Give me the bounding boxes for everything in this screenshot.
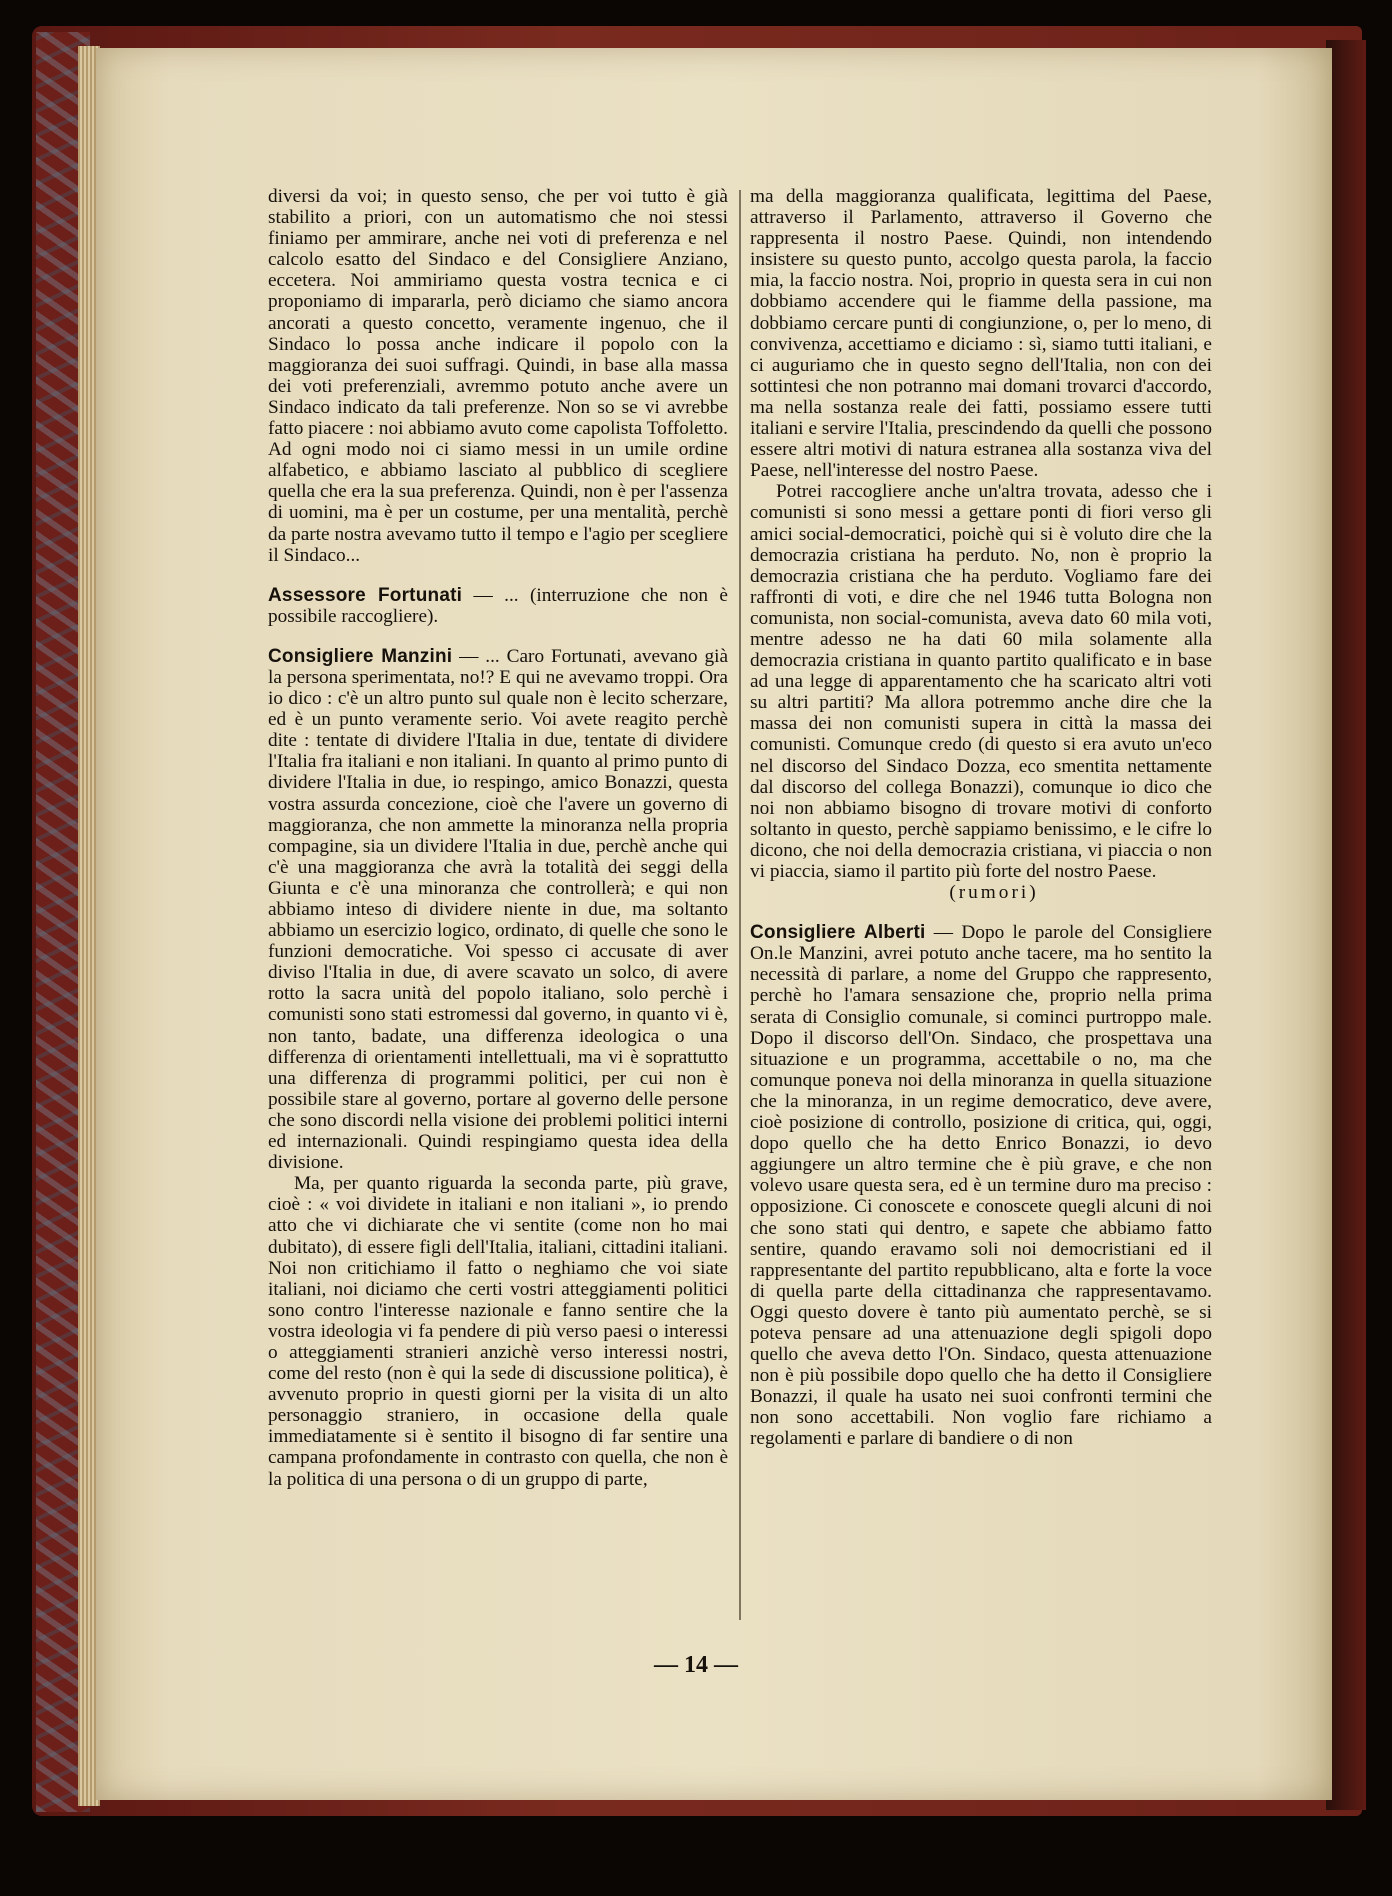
speech-text: — Dopo le parole del Consigliere On.le Manzini, avrei potuto anche tacere, ma ho sentito la necessità di parlare, a nome del Gruppo che rappresento, perchè ho l'amara sensazione che, proprio nella prima serata di Consiglio comunale, si cominci purtroppo male. Dopo il discorso dell'On. Sindaco, che prospettava una situazione e un programma, accettabile o no, ma che comunque poneva noi della minoranza in quella situazione che la minoranza, in un regime democratico, deve avere, cioè posizione di controllo, posizione di critica, qui, oggi, dopo quello che ha detto Enrico Bonazzi, io devo aggiungere un altro termine che è più grave, e che non volevo usare questa sera, ed è un termine duro ma preciso : opposizione. Ci conoscete e conoscete quegli alcuni di noi che sono stati qui dentro, e sapete che abbiamo fatto sentire, quando eravamo soli noi democristiani ed il rappresentante del partito repubblicano, alta e forte la voce di quella parte della cittadinanza che rappresentavamo. Oggi questo dovere è tanto più aumentato perchè, se si poteva pensare ad una attenuazione degli spigoli dopo quello che aveva detto l'On. Sindaco, questa attenuazione non è più possibile dopo quello che ha detto il Consigliere Bonazzi, il quale ha usato nei suoi confronti termini che non sono accettabili. Non voglio fare richiamo a regolamenti e parlare di bandiere o di non bbox=[750, 922, 1212, 1450]
speech-paragraph bbox=[750, 922, 1212, 1449]
speech-text: — ... Caro Fortunati, avevano già la persona sperimentata, no!? E qui ne avevamo troppi. Ora io dico : c'è un altro punto sul quale non è lecito scherzare, ed è un punto veramente serio. Voi avete reagito perchè dite : tentate di dividere l'Italia in due, tentate di dividere l'Italia fra italiani e non italiani. In quanto al primo punto di dividere l'Italia in due, io respingo, amico Bonazzi, questa vostra assurda concezione, cioè che l'avere un governo di maggioranza, che non ammette la minoranza nella propria compagine, sia un dividere l'Italia in due, perchè anche qui c'è una maggioranza che avrà la totalità dei seggi della Giunta e c'è una minoranza che controllerà; e qui non abbiamo inteso di dividere niente in due, ma soltanto abbiamo un esercizio logico, ordinato, di quelle che sono le funzioni democratiche. Voi spesso ci accusate di aver diviso l'Italia in due, di avere scavato un solco, di avere rotto la sacra unità del popolo italiano, solo perchè i comunisti sono stati estromessi dal governo, in quanto vi è, non tanto, badate, una differenza ideologica o una differenza di orientamenti intellettuali, ma vi è soprattutto una differenza di programmi politici, per cui non è possibile stare al governo, portare al governo delle persone che sono discordi nella visione dei problemi politici interni ed internazionali. Quindi respingiamo questa idea della divisione. bbox=[268, 645, 728, 1174]
paragraph: ma della maggioranza qualificata, legittima del Paese, attraverso il Parlamento, attraverso il Governo che rappresenta il nostro Paese. Quindi, non intendendo insistere su questo punto, accolgo questa parola, la faccio mia, la faccio nostra. Noi, proprio in questa sera in cui non dobbiamo accendere qui le fiamme della passione, ma dobbiamo cercare punti di congiunzione, o, per lo meno, di convivenza, accettiamo e diciamo : sì, siamo tutti italiani, e ci auguriamo che in questo segno dell'Italia, non con dei sottintesi che non potranno mai domani trovarci d'accordo, ma nella sostanza reale dei fatti, possiamo essere tutti italiani e servire l'Italia, prescindendo da quelli che possono essere altri motivi di natura estranea alla sostanza viva del Paese, nell'interesse del nostro Paese. bbox=[750, 186, 1212, 482]
cover-right-edge bbox=[1326, 40, 1366, 1810]
speaker-name: Consigliere Alberti bbox=[750, 922, 926, 944]
speaker-name: Consigliere Manzini bbox=[268, 645, 453, 667]
left-text-column bbox=[268, 186, 728, 1490]
speech-paragraph bbox=[268, 646, 728, 1173]
paragraph: Ma, per quanto riguarda la seconda parte, più grave, cioè : « voi dividete in italiani e non italiani », io prendo atto che vi dichiarate che vi sentite (come non ho mai dubitato), di essere figli dell'Italia, italiani, cittadini italiani. Noi non critichiamo il fatto o neghiamo che voi siate italiani, noi diciamo che certi vostri atteggiamenti politici sono contro l'interesse nazionale e fanno sentire che la vostra ideologia vi fa pendere di più verso paesi o interessi o atteggiamenti stranieri anzichè verso interessi nostri, come del resto (non è qui la sede di discussione politica), è avvenuto proprio in questi giorni per la visita di un alto personaggio straniero, in occasione della quale immediatamente si è sentito il bisogno di far sentire una campana profondamente in contrasto con quella, che non è la politica di una persona o di un gruppo di parte, bbox=[268, 1173, 728, 1490]
stage-direction: (rumori) bbox=[949, 882, 1039, 904]
paragraph: diversi da voi; in questo senso, che per voi tutto è già stabilito a priori, con un automatismo che noi stessi finiamo per ammirare, anche nei voti di preferenza e nel calcolo esatto del Sindaco e del Consigliere Anziano, eccetera. Noi ammiriamo questa vostra tecnica e ci proponiamo di impararla, però diciamo che siamo ancora ancorati a questo concetto, veramente ingenuo, che il Sindaco lo possa anche indicare il popolo con la maggioranza dei suoi suffragi. Quindi, in base alla massa dei voti preferenziali, avremmo potuto anche avere un Sindaco indicato da tali preferenze. Non so se vi avrebbe fatto piacere : noi abbiamo avuto come capolista Toffoletto. Ad ogni modo noi ci siamo messi in un umile ordine alfabetico, e abbiamo lasciato al pubblico di scegliere quella che era la sua preferenza. Quindi, non è per l'assenza di uomini, ma è per un costume, per una mentalità, perchè da parte nostra avevamo tutto il tempo e l'agio per scegliere il Sindaco... bbox=[268, 186, 728, 566]
right-text-column bbox=[750, 186, 1212, 1450]
column-divider bbox=[739, 190, 741, 1620]
speaker-name: Assessore Fortunati bbox=[268, 584, 463, 606]
paragraph: Potrei raccogliere anche un'altra trovata, adesso che i comunisti si sono messi a gettare ponti di fiori verso gli amici social-democratici, poichè qui si è voluto dire che la democrazia cristiana ha perduto. No, non è proprio la democrazia cristiana che ha perduto. Vogliamo fare dei raffronti di voti, e dire che nel 1946 tutta Bologna non comunista, non social-comunista, aveva dato 60 mila voti, mentre adesso ne ha dati 60 mila solamente alla democrazia cristiana in quanto partito qualificato e in base ad una legge di apparentamento che ha scaricato altri voti su altri partiti? Ma allora potremmo anche dire che la massa dei non comunisti supera in città la massa dei comunisti. Comunque credo (di questo si era avuto un'eco nel discorso del Sindaco Dozza, eco smentita nettamente dal discorso del collega Bonazzi), comunque io dico che noi non abbiamo bisogno di trovare motivi di conforto soltanto in questo, perchè sappiamo benissimo, e le cifre lo dicono, che noi della democrazia cristiana, vi piaccia o non vi piaccia, siamo il partito più forte del nostro Paese. bbox=[750, 481, 1212, 882]
speech-paragraph bbox=[268, 585, 728, 627]
page-number: — 14 — bbox=[654, 1652, 738, 1678]
speech-text: — ... (interruzione che non è possibile raccogliere). bbox=[268, 584, 728, 627]
